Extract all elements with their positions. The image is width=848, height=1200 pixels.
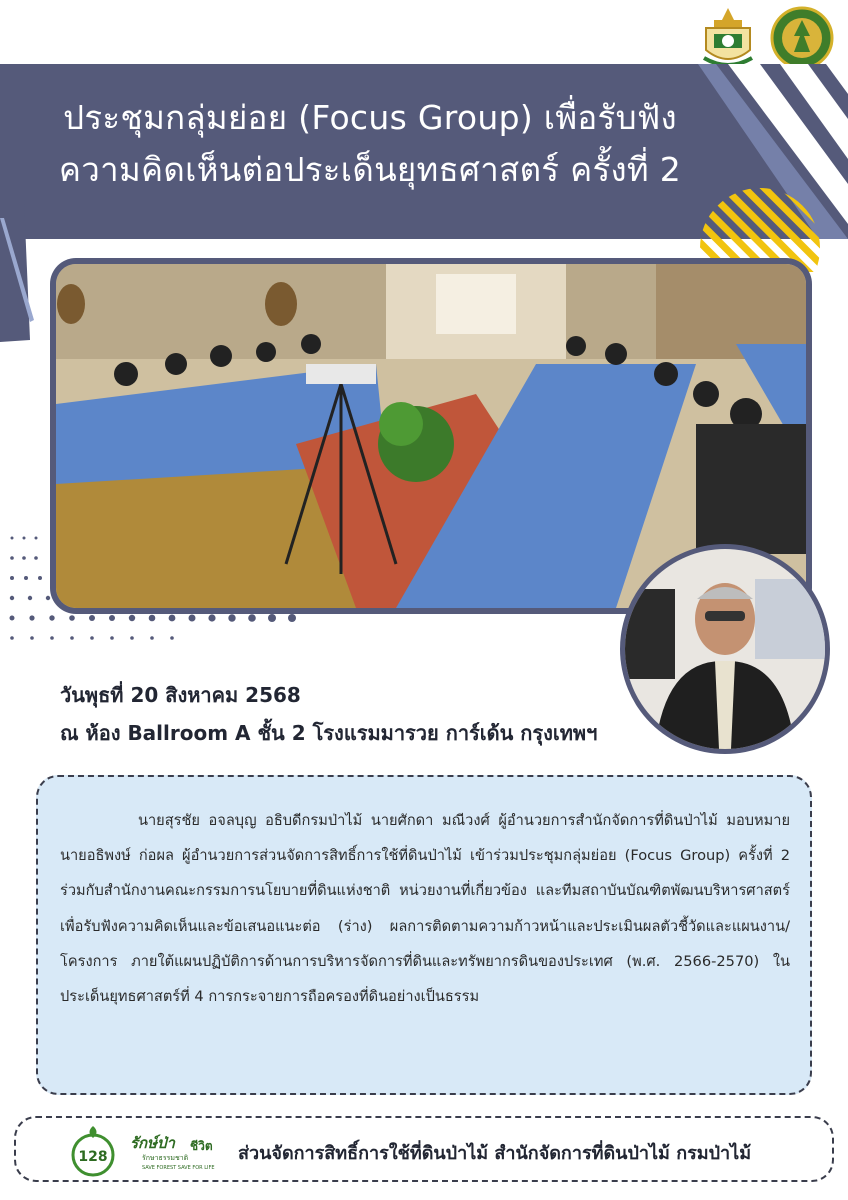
portrait-photo bbox=[625, 549, 825, 749]
body-text-box bbox=[36, 775, 812, 1095]
footer-org-text: ส่วนจัดการสิทธิ์การใช้ที่ดินป่าไม้ สำนักจัดการที่ดินป่าไม้ กรมป่าไม้ bbox=[238, 1143, 752, 1164]
portrait-frame bbox=[620, 544, 830, 754]
provincial-emblem-icon bbox=[696, 6, 760, 70]
footer bbox=[14, 1116, 834, 1182]
slogan-main: รักษ์ป่า bbox=[130, 1134, 175, 1152]
128-year-badge-icon bbox=[64, 1122, 122, 1180]
portrait-image bbox=[625, 549, 825, 749]
title-line-1: ประชุมกลุ่มย่อย (Focus Group) เพื่อรับฟัง bbox=[63, 98, 677, 137]
save-forest-slogan bbox=[128, 1128, 228, 1174]
title-line-2: ความคิดเห็นต่อประเด็นยุทธศาสตร์ ครั้งที่ 2 bbox=[58, 150, 682, 189]
event-date: วันพุธที่ 20 สิงหาคม 2568 bbox=[60, 683, 301, 707]
royal-forest-department-seal-icon bbox=[770, 6, 834, 70]
slogan-tag: ชีวิต bbox=[190, 1139, 213, 1153]
body-paragraph: นายสุรชัย อจลบุญ อธิบดีกรมป่าไม้ นายศักดา มณีวงศ์ ผู้อำนวยการสำนักจัดการที่ดินป่าไม้ มอบหมายนายอธิพงษ์ ก่อผล ผู้อำนวยการส่วนจัดการสิทธิ์การใช้ที่ดินป่าไม้ เข้าร่วมประชุมกลุ่มย่อย (Focus Group) ครั้งที่ 2 ร่วมกับสำนักงานคณะกรรมการนโยบายที่ดินแห่งชาติ หน่วยงานที่เกี่ยวข้อง และทีมสถาบันบัณฑิตพัฒนบริหารศาสตร์ เพื่อรับฟังความคิดเห็นและข้อเสนอแนะต่อ (ร่าง) ผลการติดตามความก้าวหน้าและประเมินผลตัวชี้วัดและแผนงาน/โครงการ ภายใต้แผนปฏิบัติการด้านการบริหารจัดการที่ดินและทรัพยากรดินของประเทศ (พ.ศ. 2566-2570) ในประเด็นยุทธศาสตร์ที่ 4 การกระจายการถือครองที่ดินอย่างเป็นธรรม bbox=[60, 812, 790, 1006]
badge-number: 128 bbox=[78, 1149, 108, 1165]
slogan-sub: รักษาธรรมชาติ bbox=[142, 1154, 189, 1162]
event-info bbox=[60, 676, 597, 752]
header-logos bbox=[696, 6, 834, 70]
dots-decoration bbox=[0, 530, 330, 660]
slogan-en: SAVE FOREST SAVE FOR LIFE bbox=[142, 1165, 215, 1171]
page-title bbox=[0, 92, 740, 196]
event-venue: ณ ห้อง Ballroom A ชั้น 2 โรงแรมมารวย การ์เด้น กรุงเทพฯ bbox=[60, 721, 598, 745]
